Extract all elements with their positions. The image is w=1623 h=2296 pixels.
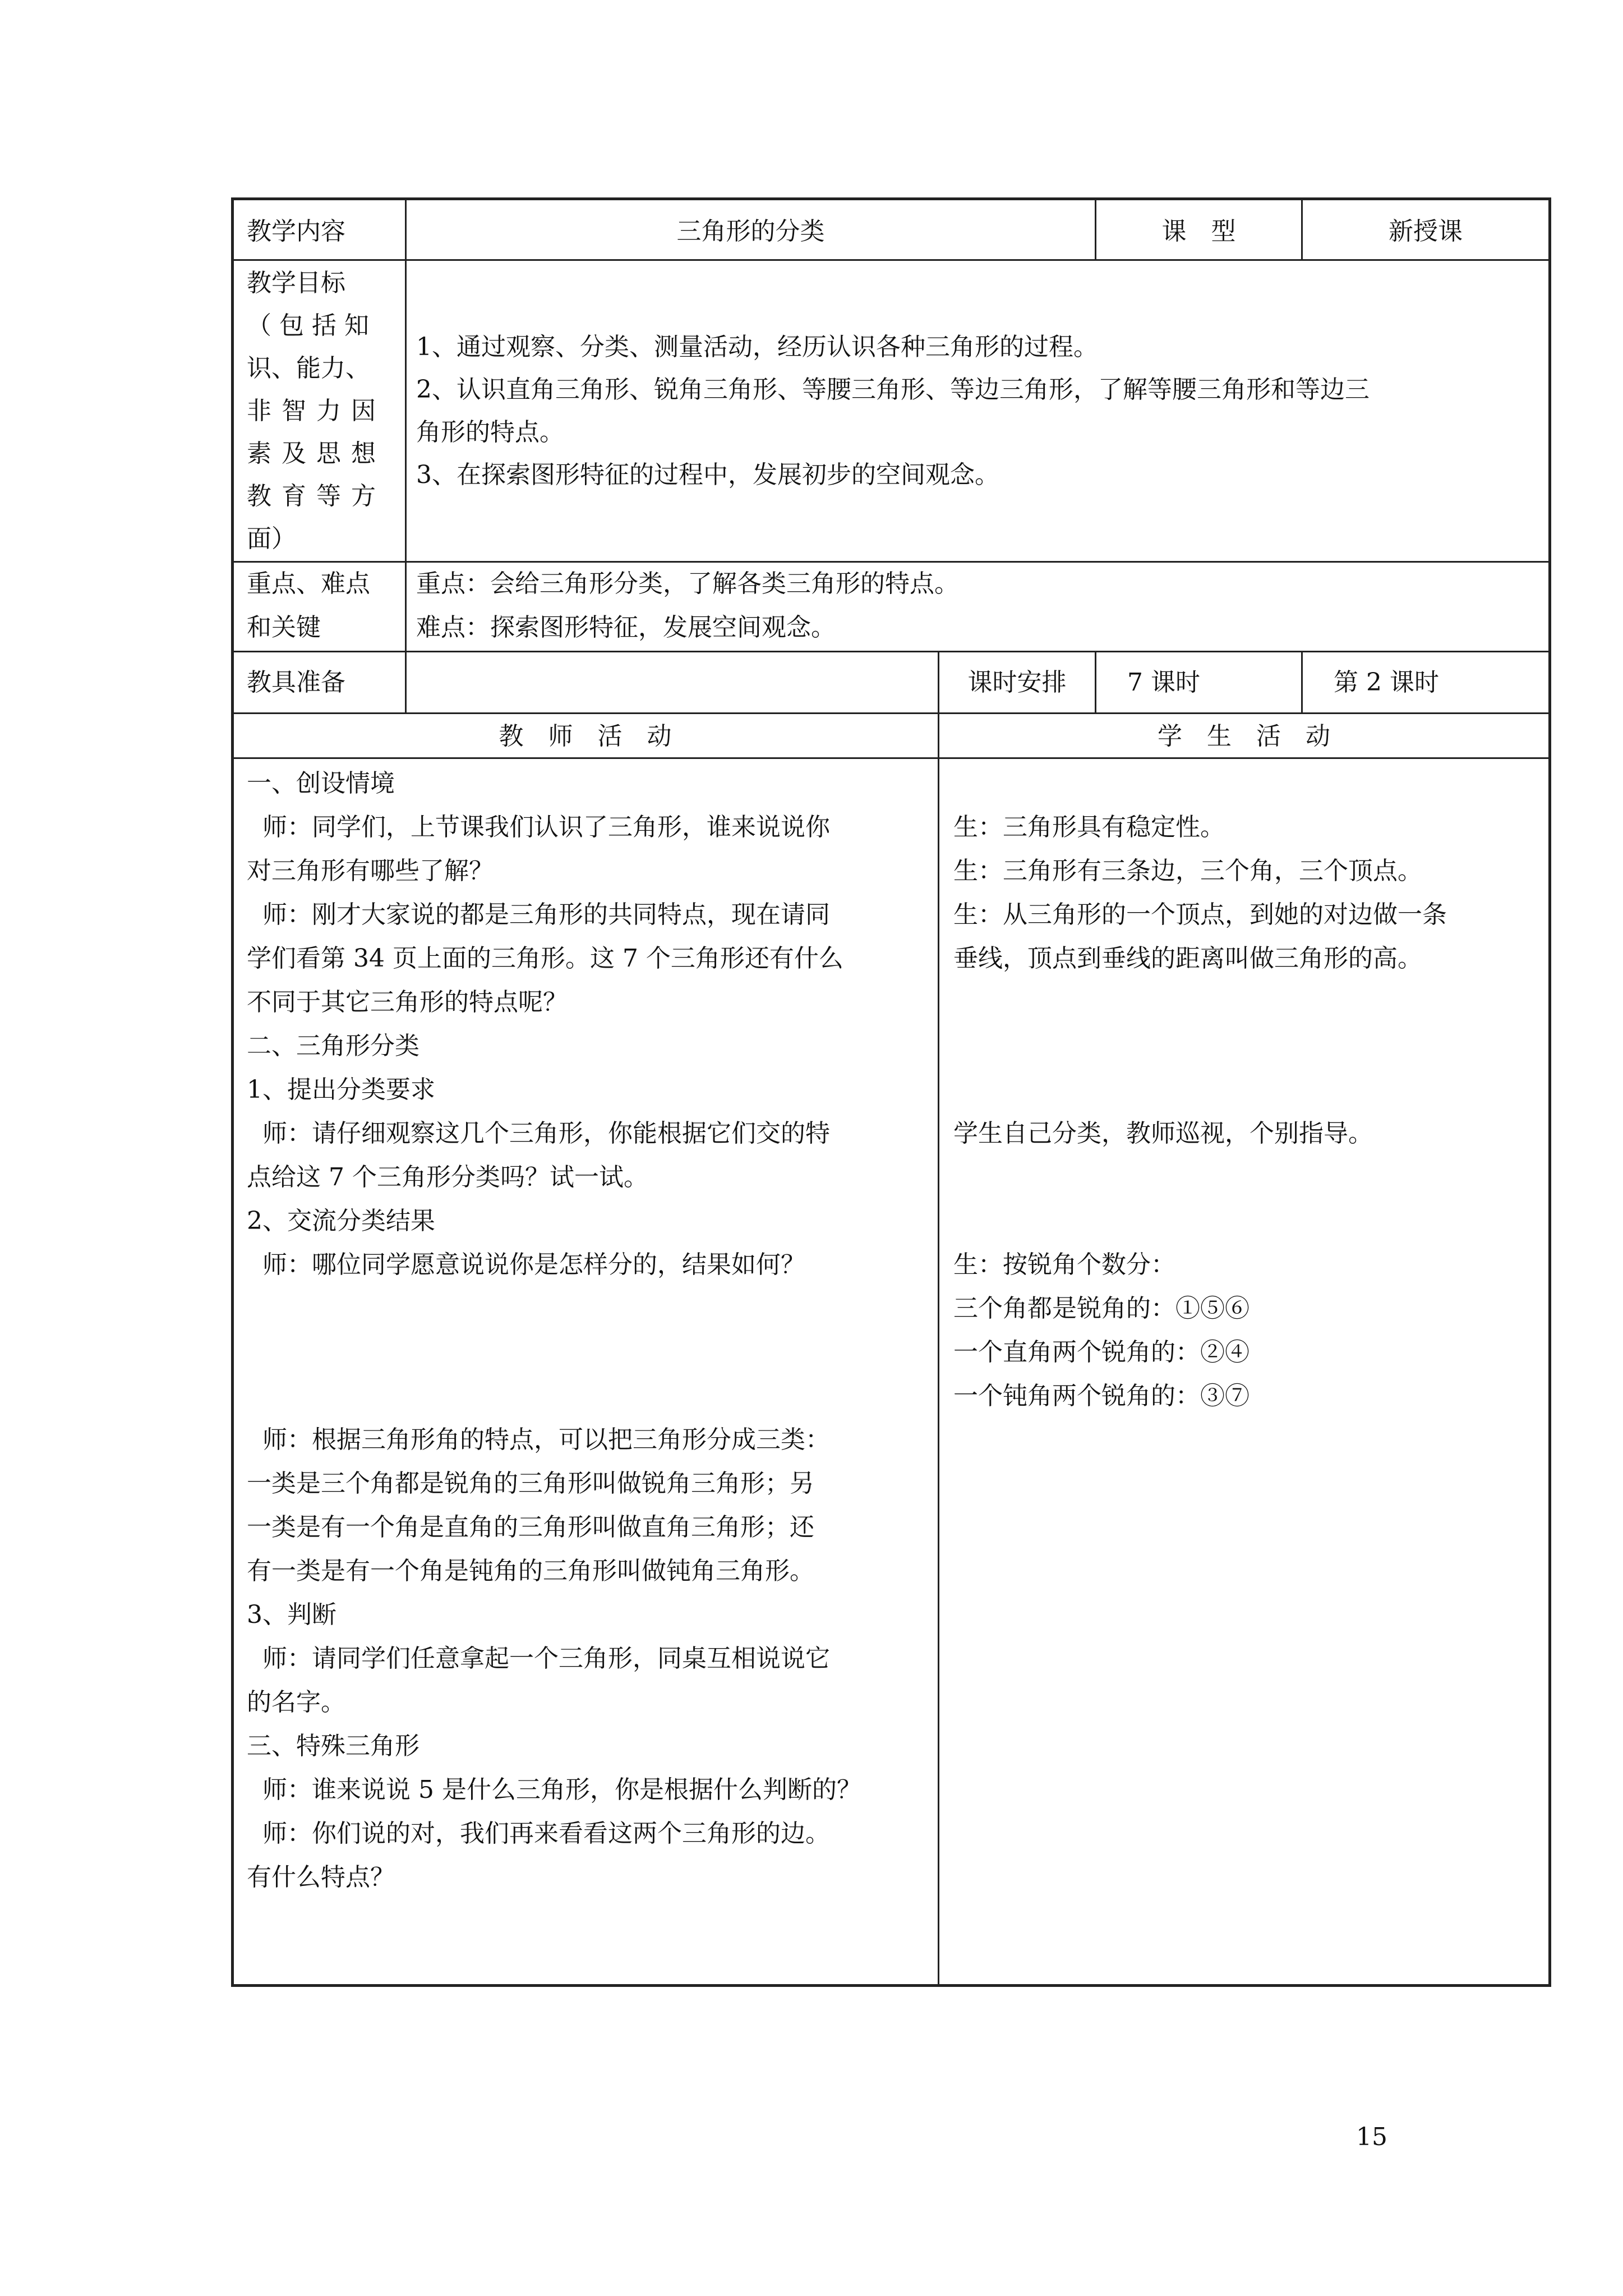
table-border-top <box>231 197 1551 200</box>
teacher-line: 三、特殊三角形 <box>247 1732 419 1760</box>
row-line-1 <box>231 259 1551 261</box>
teacher-line: 师：谁来说说 5 是什么三角形，你是根据什么判断的？ <box>247 1775 861 1804</box>
teacher-line: 3、判断 <box>247 1600 336 1629</box>
student-activity-column <box>953 762 1542 1979</box>
teacher-line: 有什么特点？ <box>247 1863 395 1892</box>
table-border-right <box>1548 197 1551 1987</box>
teacher-line: 一、创设情境 <box>247 769 395 798</box>
teacher-line: 师：刚才大家说的都是三角形的共同特点，现在请同 <box>247 900 830 929</box>
objective-item: 3、在探索图形特征的过程中，发展初步的空间观念。 <box>416 461 999 489</box>
keypoints-label-line: 重点、难点 <box>247 569 370 598</box>
objectives-label-line: 教学目标 <box>247 269 345 297</box>
page-number: 15 <box>1356 2123 1387 2151</box>
teacher-line: 师：根据三角形角的特点，可以把三角形分成三类： <box>247 1425 830 1454</box>
objectives-label-line: 素及思想 <box>247 439 386 468</box>
teacher-line: 有一类是有一个角是钝角的三角形叫做钝角三角形。 <box>247 1557 814 1585</box>
col-line-label <box>405 197 407 714</box>
objectives-label-line: 识、能力、 <box>247 354 370 383</box>
teacher-line: 师：请同学们任意拿起一个三角形，同桌互相说说它 <box>247 1644 830 1673</box>
keypoints-label-line: 和关键 <box>247 613 321 642</box>
keypoint-item: 重点：会给三角形分类，了解各类三角形的特点。 <box>416 569 959 598</box>
col-line-schedule-right <box>1301 651 1303 714</box>
objectives-label-line: （包括知 <box>247 311 377 340</box>
schedule-current: 第 2 课时 <box>1334 668 1439 697</box>
teacher-line: 师：你们说的对，我们再来看看这两个三角形的边。 <box>247 1819 830 1848</box>
teacher-activity-header: 教 师 活 动 <box>499 722 672 751</box>
col-line-activities <box>938 712 939 1986</box>
teacher-line: 不同于其它三角形的特点呢？ <box>247 988 568 1016</box>
schedule-label: 课时安排 <box>967 668 1067 697</box>
teacher-line: 学们看第 34 页上面的三角形。这 7 个三角形还有什么 <box>247 944 843 973</box>
teacher-line: 师：哪位同学愿意说说你是怎样分的，结果如何？ <box>247 1250 805 1279</box>
table-border-left <box>231 197 234 1987</box>
content-label: 教学内容 <box>247 217 345 246</box>
row-line-3 <box>231 651 1551 652</box>
student-line: 三个角都是锐角的：①⑤⑥ <box>953 1294 1249 1323</box>
schedule-total: 7 课时 <box>1127 668 1200 697</box>
student-line: 一个直角两个锐角的：②④ <box>953 1338 1249 1366</box>
teacher-line: 2、交流分类结果 <box>247 1207 435 1235</box>
teacher-line: 一类是三个角都是锐角的三角形叫做锐角三角形；另 <box>247 1469 814 1498</box>
teacher-line: 二、三角形分类 <box>247 1032 419 1060</box>
student-line: 生：三角形具有稳定性。 <box>953 813 1225 841</box>
student-line: 一个钝角两个锐角的：③⑦ <box>953 1382 1249 1410</box>
teacher-line: 师：请仔细观察这几个三角形，你能根据它们交的特 <box>247 1119 830 1148</box>
row-line-4 <box>231 712 1551 714</box>
objective-item: 2、认识直角三角形、锐角三角形、等腰三角形、等边三角形，了解等腰三角形和等边三 <box>416 375 1370 404</box>
teacher-line: 对三角形有哪些了解？ <box>247 857 494 885</box>
teacher-line: 1、提出分类要求 <box>247 1075 435 1104</box>
teacher-activity-column <box>247 762 931 1979</box>
keypoint-item: 难点：探索图形特征，发展空间观念。 <box>416 613 836 642</box>
teacher-line: 点给这 7 个三角形分类吗？试一试。 <box>247 1163 648 1191</box>
prep-label: 教具准备 <box>247 668 345 697</box>
student-line: 生：三角形有三条边，三个角，三个顶点。 <box>953 857 1422 885</box>
objectives-label-line: 面） <box>247 524 296 553</box>
table-border-bottom <box>231 1984 1551 1987</box>
teacher-line: 一类是有一个角是直角的三角形叫做直角三角形；还 <box>247 1513 814 1542</box>
teacher-line: 师：同学们，上节课我们认识了三角形，谁来说说你 <box>247 813 830 841</box>
lesson-title: 三角形的分类 <box>676 217 825 246</box>
student-line: 垂线，顶点到垂线的距离叫做三角形的高。 <box>953 944 1422 973</box>
student-line: 生：从三角形的一个顶点，到她的对边做一条 <box>953 900 1447 929</box>
objective-item: 1、通过观察、分类、测量活动，经历认识各种三角形的过程。 <box>416 333 1098 361</box>
objectives-label-line: 非智力因 <box>247 397 386 425</box>
lesson-type-label: 课 型 <box>1161 217 1236 246</box>
lesson-type-value: 新授课 <box>1389 217 1463 246</box>
objectives-label-line: 教育等方 <box>247 482 386 510</box>
objective-item: 角形的特点。 <box>416 418 564 447</box>
student-line: 学生自己分类，教师巡视，个别指导。 <box>953 1119 1373 1148</box>
student-line: 生：按锐角个数分： <box>953 1250 1175 1279</box>
teacher-line: 的名字。 <box>247 1688 345 1717</box>
col-line-schedule-mid <box>1095 651 1096 714</box>
student-activity-header: 学 生 活 动 <box>1158 722 1330 751</box>
